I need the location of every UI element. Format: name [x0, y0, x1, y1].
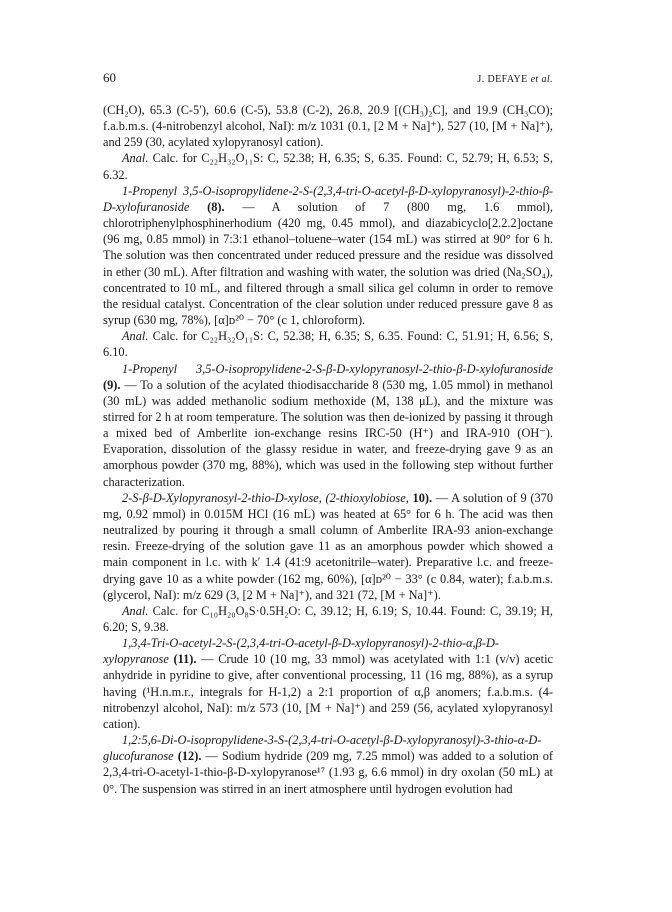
running-head: [103, 70, 553, 92]
analysis-text: Calc. for C₂₂H₃₂O₁₁S: C, 52.38; H, 6.35; S, 6.35. Found: C, 51.91; H, 6.56; S, 6.10.: [103, 329, 553, 360]
analysis-text: Calc. for C₂₂H₃₂O₁₁S: C, 52.38; H, 6.35; S, 6.35. Found: C, 52.79; H, 6.53; S, 6.32.: [103, 151, 553, 182]
compound-10-number: 10).: [412, 490, 433, 505]
compound-12-title: 1,2:5,6-Di-O-isopropylidene-3-S-(2,3,4-tri-O-acetyl-β-D-xylopyranosyl)-3-thio-α-D-glucofuranose: [103, 733, 542, 764]
page-number: 60: [103, 70, 116, 85]
compound-9-title: 1-Propenyl 3,5-O-isopropylidene-2-S-β-D-xylopyranosyl-2-thio-β-D-xylofuranoside: [122, 361, 553, 376]
compound-10-title: 2-S-β-D-Xylopyranosyl-2-thio-D-xylose, (2-thioxylobiose,: [122, 490, 409, 505]
paragraph-analysis-2: [103, 328, 553, 360]
paragraph-analysis-1: [103, 150, 553, 182]
author-name: J. DEFAYE: [477, 74, 528, 85]
compound-11-title: 1,3,4-Tri-O-acetyl-2-S-(2,3,4-tri-O-acetyl-β-D-xylopyranosyl)-2-thio-α,β-D-xylopyranose: [103, 636, 499, 667]
analysis-label: Anal.: [122, 603, 149, 618]
compound-10-text: — A solution of 9 (370 mg, 0.92 mmol) in 0.015M HCl (16 mL) was heated at 65° for 6 h. The acid was then neutralized by pouring it through a small column of Amberlite IRA-93 anion-exchange resin. Freeze-drying of the solution gave 11 as an amorphous powder which showed a main component in l.c. with k′ 1.4 (41:9 acetonitrile–water). Preparative l.c. and freeze-drying gave 10 as a white powder (162 mg, 60%), [α]ᴅ²⁰ − 33° (c 0.84, water); f.a.b.m.s. (glycerol, NaI): m/z 629 (3, [2 M + Na]⁺), and 321 (72, [M + Na]⁺).: [103, 490, 553, 602]
compound-11-number: (11).: [173, 652, 197, 667]
paragraph-compound-12: [103, 732, 553, 797]
paragraph-compound-8: [103, 183, 553, 328]
author-suffix: et al.: [530, 74, 553, 85]
analysis-label: Anal.: [122, 329, 149, 344]
compound-9-text: — To a solution of the acylated thiodisaccharide 8 (530 mg, 1.05 mmol) in methanol (30 mL) was added methanolic sodium methoxide (M, 138 μL), and the mixture was stirred for 2 h at room temperature. The solution was then de-ionized by passing it through a mixed bed of Amberlite ion-exchange resins IRC-50 (H⁺) and IRA-910 (OH⁻). Evaporation, dissolution of the glassy residue in water, and freeze-drying gave 9 as an amorphous powder (370 mg, 88%), which was used in the following step without further characterization.: [103, 377, 553, 489]
compound-12-text: — Sodium hydride (209 mg, 7.25 mmol) was added to a solution of 2,3,4-tri-O-acetyl-1-thio-β-D-xylopyranose¹⁷ (1.93 g, 6.6 mmol) in dry oxolan (50 mL) at 0°. The suspension was stirred in an inert atmosphere until hydrogen evolution had: [103, 749, 553, 796]
paragraph-compound-11: [103, 635, 553, 732]
paragraph-analysis-3: [103, 603, 553, 635]
analysis-text: Calc. for C₁₀H₂₀O₈S·0.5H₂O: C, 39.12; H, 6.19; S, 10.44. Found: C, 39.19; H, 6.20; S, 9.38.: [103, 603, 554, 634]
paragraph-compound-10: [103, 490, 553, 603]
paragraph-nmr-data: [103, 102, 553, 150]
journal-page: [103, 70, 553, 797]
compound-8-title: 1-Propenyl 3,5-O-isopropylidene-2-S-(2,3,4-tri-O-acetyl-β-D-xylopyranosyl)-2-thio-β-D-xylofuranoside: [103, 183, 553, 214]
compound-8-text: — A solution of 7 (800 mg, 1.6 mmol), chlorotriphenylphosphinerhodium (420 mg, 0.45 mmol), and diazabicyclo[2.2.2]octane (96 mg, 0.85 mmol) in 7:3:1 ethanol–toluene–water (154 mL) was stirred at 90° for 6 h. The solution was then concentrated under reduced pressure and the residue was dissolved in ether (30 mL). After filtration and washing with water, the solution was dried (Na₂SO₄), concentrated to 10 mL, and filtered through a small silica gel column in order to remove the residual catalyst. Concentration of the clear solution under reduced pressure gave 8 as syrup (630 mg, 78%), [α]ᴅ²⁰ − 70° (c 1, chloroform).: [103, 199, 554, 328]
analysis-label: Anal.: [122, 151, 149, 166]
compound-8-number: (8).: [207, 199, 225, 214]
running-author: [477, 74, 553, 85]
compound-11-text: — Crude 10 (10 mg, 33 mmol) was acetylated with 1:1 (v/v) acetic anhydride in pyridine to give, after conventional processing, 11 (16 mg, 88%), as a syrup having (¹H.n.m.r., integrals for H-1,2) a 2:1 proportion of α,β anomers; f.a.b.m.s. (4-nitrobenzyl alcohol, NaI): m/z 573 (10, [M + Na]⁺) and 259 (56, acylated xylopyranosyl cation).: [103, 652, 553, 731]
compound-12-number: (12).: [177, 749, 202, 764]
compound-9-number: (9).: [103, 377, 121, 392]
paragraph-compound-9: [103, 361, 553, 490]
nmr-data-text: (CH₂O), 65.3 (C-5′), 60.6 (C-5), 53.8 (C-2), 26.8, 20.9 [(CH₃)₂C], and 19.9 (CH₃CO); f.a.b.m.s. (4-nitrobenzyl alcohol, NaI): m/z 1031 (0.1, [2 M + Na]⁺), 527 (10, [M + Na]⁺), and 259 (30, acylated xylopyranosyl cation).: [103, 103, 553, 150]
